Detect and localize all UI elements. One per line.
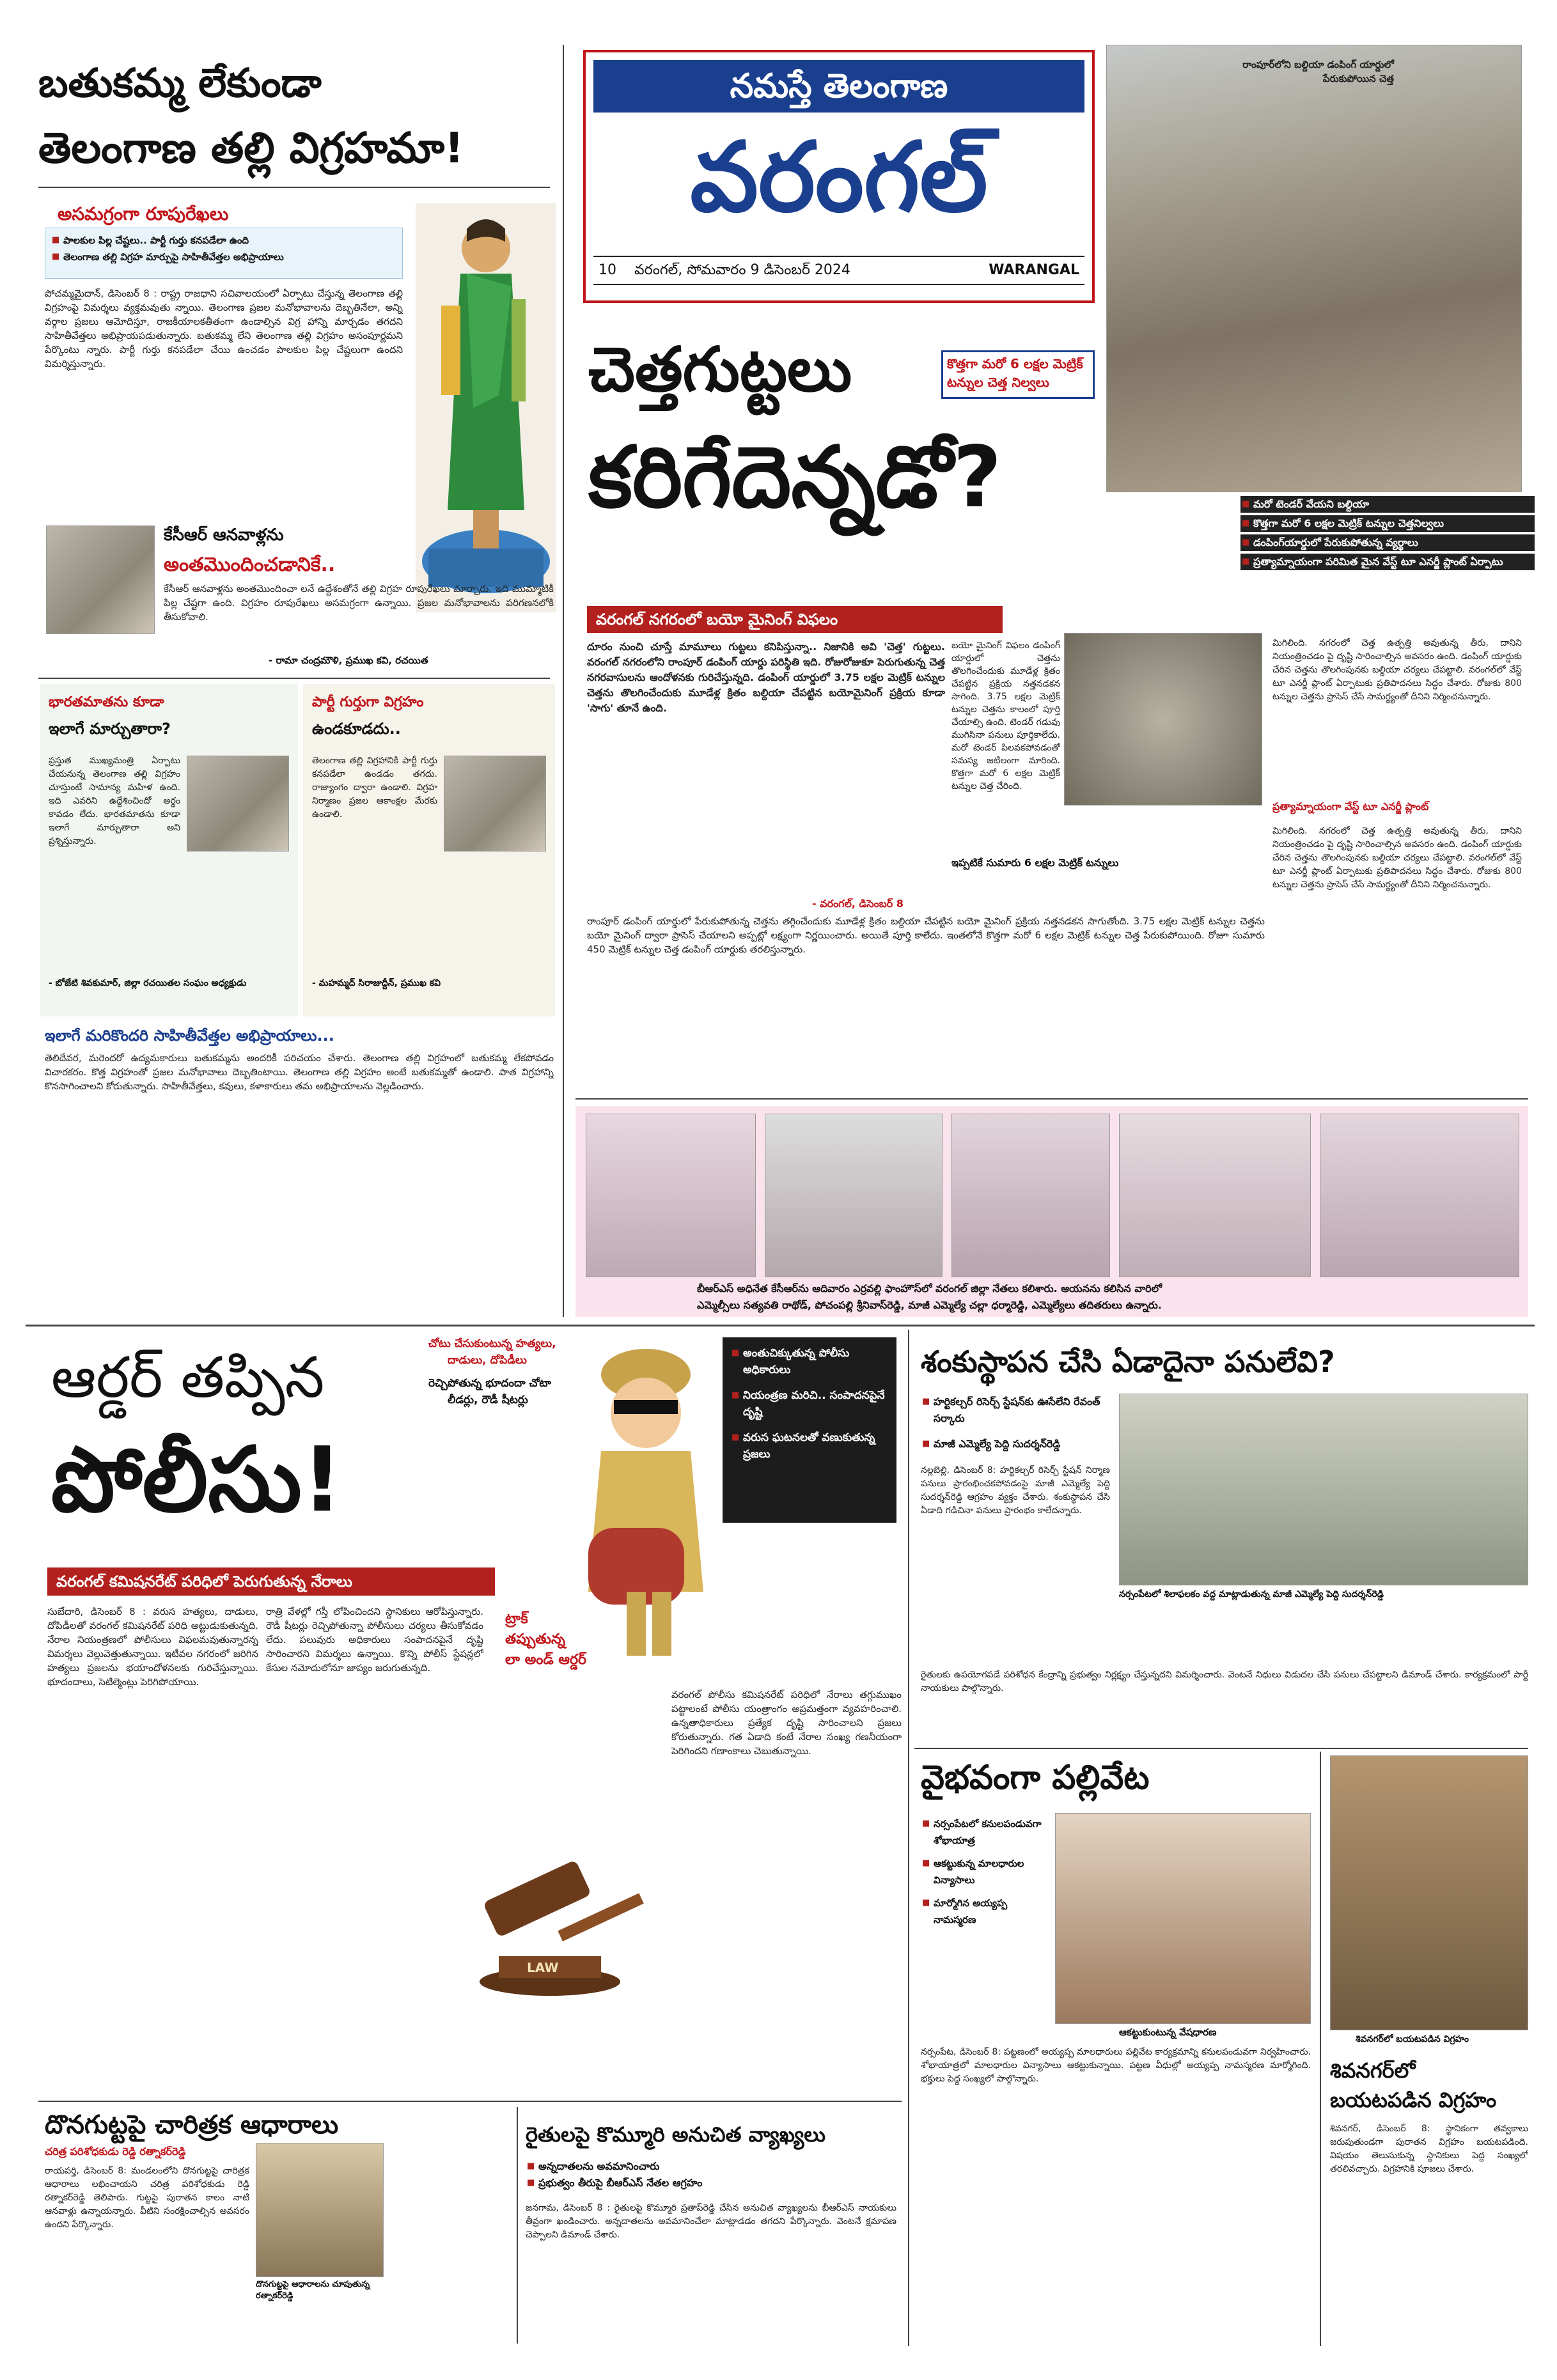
law-gavel-graphic: [460, 1854, 665, 2001]
garbage-strap: వరంగల్ నగరంలో బయో మైనింగ్ విఫలం: [587, 606, 1003, 633]
brs-caption-1: బీఆర్‌ఎస్ అధినేత కేసీఆర్‌ను ఆదివారం ఎర్రవల్లి ఫాంహౌస్‌లో వరంగల్ జిల్లా నేతలు కలిశారు. ఆయనను కలిసిన వారిలో: [697, 1282, 1162, 1295]
police-side-3: లా అండ్ ఆర్డర్: [505, 1652, 587, 1668]
shivanagar-caption: శివనగర్‌లో బయటపడిన విగ్రహం: [1356, 2034, 1469, 2044]
bathukamma-headline-2: తెలంగాణ తల్లి విగ్రహమా!: [38, 123, 464, 173]
farmers-body: జనగామ, డిసెంబర్ 8 : రైతులపై కొమ్మూరి ప్రతాప్‌రెడ్డి చేసిన అనుచిత వ్యాఖ్యలను బీఆర్‌ఎస్ నాయకులు తీవ్రంగా ఖండించారు. అన్నదాతలను అవమానించేలా మాట్లాడడం తగదని పేర్కొన్నారు. వెంటనే క్షమాపణ చెప్పాలని డిమాండ్ చేశారు.: [526, 2203, 896, 2240]
police-kicker-red-1: చోటు చేసుకుంటున్న హత్యలు,: [428, 1337, 556, 1350]
foundation-headline: శంకుస్థాపన చేసి ఏడాదైనా పనులేవి?: [921, 1344, 1335, 1379]
police-side-1: ట్రాక్: [505, 1611, 528, 1627]
bullet: ■ అన్నదాతలను అవమానించారు: [526, 2158, 896, 2175]
bathukamma-body-2: కేసీఆర్ ఆనవాళ్లను అంతమొందించా లనే ఉద్దేశంతోనే తల్లి విగ్రహ రూపురేఖలు మార్చారు. ఇది ముమ్మాటికీ పిల్ల చేష్టగా ఉంది. విగ్రహం రూపురేఖలు అసమగ్రంగా ఉన్నాయి. ప్రజల మనోభావాలను పరిగణనలోకి తీసుకోవాలి.: [164, 583, 554, 623]
brs-meeting-strip: [575, 1106, 1528, 1317]
police-headline-2: పోలీసు!: [51, 1428, 343, 1532]
dump-yard-caption: రాంపూర్‌లోని బల్దియా డంపింగ్ యార్డులో పేరుకుపోయిన చెత్త: [1242, 59, 1394, 84]
meeting-photo-4: [1119, 1114, 1311, 1277]
meeting-photo-3: [951, 1114, 1110, 1277]
garbage-body-right-2: మిగిలింది. నగరంలో చెత్త ఉత్పత్తి అవుతున్న తీరు, దానిని నియంత్రించడం పై దృష్టి సారించాల్సిన అవసరం ఉంది. డంపింగ్ యార్డుకు చేరిన చెత్తను తొలగింపునకు బల్దియా చర్యలు చేపట్టాలి. వరంగల్‌లో వేస్ట్ టూ ఎనర్జీ ప్లాంట్ ఏర్పాటుకు ప్రతిపాదనలు సిద్ధం చేశారు. రోజుకు 800 టన్నుల చెత్తను ప్రాసెస్ చేసే సామర్థ్యంతో దీనిని నిర్మించనున్నారు.: [1272, 826, 1522, 890]
bullet: ■ హర్టికల్చర్ రిసెర్చ్ స్టేషన్‌కు ఊసేలేని రేవంత్ సర్కారు: [921, 1394, 1113, 1427]
attribution-3: - మహమ్మద్ సిరాజుద్దీన్, ప్రముఖ కవి: [312, 978, 441, 988]
pallivela-bullets: [921, 1816, 1049, 1928]
edition-name: వరంగల్: [690, 121, 988, 233]
bathukamma-headline-1: బతుకమ్మ లేకుండా: [38, 59, 322, 106]
gavel-icon: [460, 1854, 665, 2001]
bullet: ■ మాజీ ఎమ్మెల్యే పెద్ది సుదర్శన్‌రెడ్డి: [921, 1436, 1113, 1452]
shivanagar-headline-2: బయటపడిన విగ్రహం: [1330, 2088, 1497, 2112]
bullet: ■ మార్మోగిన అయ్యప్ప నామస్మరణ: [921, 1895, 1049, 1928]
donagutta-photo: [256, 2143, 384, 2277]
garbage-bullets: [1240, 496, 1535, 570]
police-bullets-box: [723, 1337, 896, 1523]
garbage-body-mid: బయో మైనింగ్ విఫలం డంపింగ్ యార్డులో చెత్తను తొలగించేందుకు మూడేళ్ల క్రితం చేపట్టిన ప్రక్రియ నత్తనడకన సాగింది. 3.75 లక్షల మెట్రిక్ టన్నుల చెత్తను కాలంలో పూర్తి చేయాల్సి ఉంది. టెండర్ గడువు ముగిసినా పనులు పూర్తికాలేదు. మరో టెండర్ పిలవకపోవడంతో సమస్య జటిలంగా మారింది. కొత్తగా మరో 6 లక్షల మెట్రిక్ టన్నుల చెత్త చేరింది.: [951, 641, 1060, 791]
author-photo-1: [46, 525, 155, 634]
garbage-mid-strap: ఇప్పటికే సుమారు 6 లక్షల మెట్రిక్ టన్నులు: [951, 857, 1119, 869]
mother-subhead-1: భారతమాతను కూడా: [49, 694, 164, 710]
bullet: ■ తెలంగాణ తల్లి విగ్రహ మార్పుపై సాహితీవేత్తల అభిప్రాయాలు: [51, 249, 397, 265]
bullet: ■ పాలకుల పిల్ల చేష్టలు.. పార్టీ గుర్తు కనపడేలా ఉంది: [51, 232, 397, 249]
bathukamma-bullets: [45, 228, 403, 279]
edition-en: WARANGAL: [989, 262, 1079, 278]
party-subhead-1: పార్టీ గుర్తుగా విగ్రహం: [312, 694, 424, 710]
paper-name: నమస్తే తెలంగాణ: [593, 60, 1084, 113]
bullet: ■ నియంత్రణ మరిచి.. సంపాదనపైనే దృష్టి: [730, 1387, 889, 1420]
dateline-bar: [593, 256, 1084, 285]
garbage-body-left: రాంపూర్ డంపింగ్ యార్డులో పేరుకుపోతున్న చెత్తను తగ్గించేందుకు మూడేళ్ల క్రితం బల్దియా చేపట్టిన బయో మైనింగ్ ప్రక్రియ నత్తనడకన సాగుతోంది. 3.75 లక్షల మెట్రిక్ టన్నుల చెత్తను బయో మైనింగ్ ద్వారా ప్రాసెస్ చేయాలని అప్పట్లో లక్ష్యంగా నిర్ణయించారు. అయితే పూర్తి కాలేదు. ఇంతలోనే కొత్తగా మరో 6 లక్షల మెట్రిక్ టన్నుల చెత్త పేరుకుపోయింది. రోజూ సుమారు 450 మెట్రిక్ టన్నుల చెత్త డంపింగ్ యార్డుకు తరలిస్తున్నారు.: [587, 915, 1265, 955]
meeting-photo-5: [1320, 1114, 1519, 1277]
police-kicker-black-1: రెచ్చిపోతున్న భూదందా చోటా: [428, 1377, 551, 1390]
bathukamma-body-5: తెలిదేవర, మరెందరో ఉద్యమకారులు బతుకమ్మను అందరికీ పరిచయం చేశారు. తెలంగాణ తల్లి విగ్రహంలో బతుకమ్మ లేకపోవడం విచారకరం. కొత్త విగ్రహంతో ప్రజల మనోభావాలు దెబ్బతింటాయి. తెలంగాణ తల్లి విగ్రహం అంటే బతుకమ్మతో ఉండాలి. పాత విగ్రహాన్ని కొనసాగించాలని కోరుతున్నారు. సాహితీవేత్తలు, కవులు, కళాకారులు తమ అభిప్రాయాలను వెల్లడించారు.: [45, 1052, 554, 1092]
garbage-dateline: - వరంగల్, డిసెంబర్ 8: [812, 898, 904, 910]
police-cartoon: [550, 1336, 723, 1668]
bullet: ■ ఆకట్టుకున్న మాలధారుల విన్యాసాలు: [921, 1855, 1049, 1888]
law-tag: LAW: [527, 1960, 559, 1975]
shivanagar-headline-1: శివనగర్‌లో: [1330, 2058, 1416, 2083]
foundation-photo-caption: నర్సంపేటలో శిలాఫలకం వద్ద మాట్లాడుతున్న మాజీ ఎమ్మెల్యే పెద్ది సుదర్శన్‌రెడ్డి: [1119, 1589, 1384, 1599]
garbage-kicker: కొత్తగా మరో 6 లక్షల మెట్రిక్ టన్నుల చెత్త నిల్వలు: [941, 350, 1095, 399]
donagutta-body: రాయపర్తి, డిసెంబర్ 8: మండలంలోని దొనగుట్టపై చారిత్రక ఆధారాలు లభించాయని చరిత్ర పరిశోధకుడు రెడ్డి రత్నాకర్‌రెడ్డి తెలిపారు. గుట్టపై పురాతన కాలం నాటి ఆనవాళ్లు ఉన్నాయన్నారు. వీటిని సంరక్షించాల్సిన అవసరం ఉందని పేర్కొన్నారు.: [45, 2166, 249, 2230]
farmers-bullets: [526, 2158, 896, 2191]
attribution-2: - బోజేటి శివకుమార్, జిల్లా రచయితల సంఘం అధ్యక్షుడు: [49, 978, 247, 988]
bullet: ■ మరో టెండర్ వేయని బల్దియా: [1240, 496, 1535, 513]
donagutta-kicker: చరిత్ర పరిశోధకుడు రెడ్డి రత్నాకర్‌రెడ్డి: [45, 2145, 186, 2158]
pallivela-body: నర్సంపేట, డిసెంబర్ 8: పట్టణంలో అయ్యప్ప మాలధారులు పల్లివేట కార్యక్రమాన్ని కనులపండువగా నిర్వహించారు. శోభాయాత్రలో మాలధారుల విన్యాసాలు ఆకట్టుకున్నాయి. పట్టణ వీధుల్లో అయ్యప్ప నామస్మరణ మార్మోగింది. భక్తులు పెద్ద సంఖ్యలో పాల్గొన్నారు.: [921, 2047, 1311, 2084]
bullet: ■ ప్రభుత్వం తీరుపై బీఆర్‌ఎస్ నేతల ఆగ్రహం: [526, 2175, 896, 2191]
bullet: ■ నర్సంపేటలో కనులపండువగా శోభాయాత్ర: [921, 1816, 1049, 1849]
garbage-lead: దూరం నుంచి చూస్తే మామూలు గుట్టలు కనిపిస్తున్నా.. నిజానికి అవి 'చెత్త' గుట్టలు. వరంగల్ నగరంలోని రాంపూర్ డంపింగ్ యార్డు పరిస్థితి ఇది. రోజురోజుకూ పెరుగుతున్న చెత్త నగరవాసులను ఆందోళనకు గురిచేస్తున్నది. డంపింగ్ యార్డులో 3.75 లక్షల మెట్రిక్ టన్నుల చెత్తను తొలగించేందుకు మూడేళ్ల క్రితం బల్దియా చేపట్టిన బయోమైనింగ్ ప్రక్రియ కూడా 'సాగు' తూనే ఉంది.: [587, 641, 945, 714]
donagutta-photo-caption: దొనగుట్టపై ఆధారాలను చూపుతున్న రత్నాకర్‌రెడ్డి: [256, 2280, 370, 2301]
bullet: ■ అంతుచిక్కుతున్న పోలీసు అధికారులు: [730, 1345, 889, 1378]
mother-subhead-2: ఇలాగే మార్చుతారా?: [49, 720, 171, 738]
shivanagar-photo: [1330, 1755, 1528, 2030]
shivanagar-body: శివనగర్, డిసెంబర్ 8: స్థానికంగా తవ్వకాలు జరుపుతుండగా పురాతన విగ్రహం బయటపడింది. విషయం తెలుసుకున్న స్థానికులు పెద్ద సంఖ్యలో తరలివచ్చారు. విగ్రహానికి పూజలు చేశారు.: [1330, 2124, 1528, 2174]
foundation-photo: [1119, 1394, 1528, 1585]
brs-caption-2: ఎమ్మెల్సీలు సత్యవతి రాథోడ్, పోచంపల్లి శ్రీనివాస్‌రెడ్డి, మాజీ ఎమ్మెల్యే చల్లా ధర్మారెడ్డి, ఎమ్మెల్యేలు తదితరులు ఉన్నారు.: [697, 1299, 1162, 1311]
meeting-photo-2: [765, 1114, 943, 1277]
pallivela-photo: [1055, 1813, 1311, 2024]
foundation-body-2: రైతులకు ఉపయోగపడే పరిశోధన కేంద్రాన్ని ప్రభుత్వం నిర్లక్ష్యం చేస్తున్నదని విమర్శించారు. వెంటనే నిధులు విడుదల చేసి పనులు చేపట్టాలని డిమాండ్ చేశారు. కార్యక్రమంలో పార్టీ నాయకులు పాల్గొన్నారు.: [921, 1670, 1528, 1693]
foundation-body-1: నల్లబెల్లి, డిసెంబర్ 8: హర్టికల్చర్ రిసెర్చ్ స్టేషన్ నిర్మాణ పనులు ప్రారంభించకపోవడంపై మాజీ ఎమ్మెల్యే పెద్ది సుదర్శన్‌రెడ్డి ఆగ్రహం వ్యక్తం చేశారు. శంకుస్థాపన చేసి ఏడాది గడిచినా పనులు ప్రారంభం కాలేదన్నారు.: [921, 1465, 1110, 1516]
police-headline-1: ఆర్డర్ తప్పిన: [51, 1344, 325, 1410]
garbage-body-right: మిగిలింది. నగరంలో చెత్త ఉత్పత్తి అవుతున్న తీరు, దానిని నియంత్రించడం పై దృష్టి సారించాల్సిన అవసరం ఉంది. డంపింగ్ యార్డుకు చేరిన చెత్తను తొలగింపునకు బల్దియా చర్యలు చేపట్టాలి. వరంగల్‌లో వేస్ట్ టూ ఎనర్జీ ప్లాంట్ ఏర్పాటుకు ప్రతిపాదనలు సిద్ధం చేశారు. రోజుకు 800 టన్నుల చెత్తను ప్రాసెస్ చేసే సామర్థ్యంతో దీనిని నిర్మించనున్నారు.: [1272, 638, 1522, 702]
police-body-2: రాత్రి వేళల్లో గస్తీ లోపించిందని స్థానికులు ఆరోపిస్తున్నారు. రౌడీ షీటర్లు రెచ్చిపోతున్నా పోలీసులు చర్యలు తీసుకోవడం లేదు. పలువురు అధికారులు సంపాదనపైనే దృష్టి సారించారని విమర్శలు ఉన్నాయి. కొన్ని పోలీస్ స్టేషన్లలో కేసుల నమోదులోనూ జాప్యం జరుగుతున్నది.: [266, 1606, 483, 1674]
police-side-2: తప్పుతున్న: [505, 1631, 565, 1647]
bullet: ■ వరుస ఘటనలతో వణుకుతున్న ప్రజలు: [730, 1429, 889, 1463]
pallivela-photo-caption: ఆకట్టుకుంటున్న వేషధారణ: [1119, 2026, 1217, 2038]
garbage-right-strap: ప్రత్యామ్నాయంగా వేస్ట్ టూ ఎనర్జీ ప్లాంట్: [1272, 800, 1429, 813]
bullet: ■ డంపింగ్‌యార్డులో పేరుకుపోతున్న వ్యర్థాలు: [1240, 534, 1535, 551]
bathukamma-subhead: అసమగ్రంగా రూపురేఖలు: [58, 203, 229, 224]
author-photo-2: [187, 756, 289, 852]
mother-body: ప్రస్తుత ముఖ్యమంత్రి ఏర్పాటు చేయనున్న తెలంగాణ తల్లి విగ్రహం చూస్తుంటే సామాన్య మహిళ ఉంది. ఇది ఎవరిని ఉద్దేశించిందో అర్థం కావడం లేదు. భారతమాతను కూడా ఇలాగే మార్చుతారా అని ప్రశ్నిస్తున్నారు.: [49, 756, 180, 846]
opinion-box-party: [303, 684, 555, 1016]
police-kicker-black-2: లీడర్లు, రౌడీ షీటర్లు: [448, 1394, 528, 1406]
foundation-bullets: [921, 1394, 1113, 1452]
party-subhead-2: ఉండకూడదు..: [312, 720, 401, 738]
dateline: వరంగల్, సోమవారం 9 డిసెంబర్ 2024: [634, 262, 850, 278]
garbage-headline-1: చెత్తగుట్టలు: [588, 334, 852, 405]
police-body-3: వరంగల్ పోలీసు కమిషనరేట్ పరిధిలో నేరాలు తగ్గుముఖం పట్టాలంటే పోలీసు యంత్రాంగం అప్రమత్తంగా వ్యవహరించాలి. ఉన్నతాధికారులు ప్రత్యేక దృష్టి సారించాలని ప్రజలు కోరుతున్నారు. గత ఏడాది కంటే నేరాల సంఖ్య గణనీయంగా పెరిగిందని గణాంకాలు చెబుతున్నాయి.: [671, 1689, 902, 1757]
farmers-headline: రైతులపై కొమ్మూరి అనుచిత వ్యాఖ్యలు: [526, 2122, 826, 2147]
masthead: [583, 50, 1095, 303]
meeting-photo-1: [586, 1114, 756, 1277]
others-heading: ఇలాగే మరికొందరి సాహితీవేత్తల అభిప్రాయాలు...: [45, 1027, 334, 1045]
party-body: తెలంగాణ తల్లి విగ్రహానికి పార్టీ గుర్తు కనపడేలా ఉండడం తగదు. రాజ్యాంగం ద్వారా ఉండాలి. విగ్రహ నిర్మాణం ప్రజల ఆకాంక్షల మేరకు ఉండాలి.: [312, 756, 437, 820]
goddess-statue-icon: [416, 203, 556, 612]
pallivela-headline: వైభవంగా పల్లివేట: [921, 1759, 1150, 1797]
policeman-icon: [550, 1336, 723, 1668]
garbage-headline-2: కరిగేదెన్నడో?: [588, 428, 1002, 527]
kcr-subhead-1: కేసీఆర్ ఆనవాళ్లను: [164, 525, 284, 545]
author-photo-3: [444, 756, 546, 852]
attribution-1: - రామా చంద్రమౌళి, ప్రముఖ కవి, రచయిత: [269, 655, 428, 666]
police-strap: వరంగల్ కమిషనరేట్ పరిధిలో పెరుగుతున్న నేరాలు: [47, 1567, 495, 1596]
page-number: 10: [599, 262, 616, 278]
bullet: ■ కొత్తగా మరో 6 లక్షల మెట్రిక్ టన్నుల చెత్తనిల్వలు: [1240, 515, 1535, 532]
dump-yard-photo: [1106, 45, 1522, 492]
donagutta-headline: దొనగుట్టపై చారిత్రక ఆధారాలు: [45, 2110, 339, 2140]
bathukamma-body-1: పోచమ్మమైదాన్, డిసెంబర్ 8 : రాష్ట్ర రాజధాని సచివాలయంలో ఏర్పాటు చేస్తున్న తెలంగాణ తల్లి విగ్రహంపై విమర్శలు వ్యక్తమవుతు న్నాయి. తెలంగాణ ప్రజల మనోభావాలను దెబ్బతినేలా, అన్ని వర్గాల ప్రజలు ఆమోదిస్తూ, రాజకీయాలకతీతంగా ఉండాల్సిన విగ్ర హాన్ని మార్చడం తగదని సాహితీవేత్తలు అభిప్రాయపడుతున్నారు. బతుకమ్మ లేని తెలంగాణ తల్లి విగ్రహం అసంపూర్ణమని పేర్కొంటు న్నారు. పార్టీ గుర్తు కనపడేలా చేయి ఉంచడం పాలకుల పిల్ల చేష్టలుగా ఉందని విమర్శిస్తున్నారు.: [45, 288, 403, 369]
bullet: ■ ప్రత్యామ్నాయంగా పరిమిత మైన వేస్ట్ టూ ఎనర్జీ ప్లాంట్ ఏర్పాటు: [1240, 554, 1535, 570]
police-body-1: సుబేదారి, డిసెంబర్ 8 : వరుస హత్యలు, దాడులు, దోపిడీలతో వరంగల్ కమిషనరేట్ పరిధి అట్టుడుకుతున్నది. నేరాల నియంత్రణలో పోలీసులు విఫలమవుతున్నారన్న విమర్శలు వెల్లువెత్తుతున్నాయి. ఇటీవల నగరంలో జరిగిన హత్యలు ప్రజలను భయాందోళనలకు గురిచేస్తున్నాయి. భూదందాలు, సెటిల్మెంట్లు పెరిగిపోయాయి.: [47, 1606, 258, 1688]
opinion-box-mother: [40, 684, 298, 1016]
waste-photo: [1064, 633, 1262, 805]
telangana-talli-illustration: [416, 203, 556, 612]
kcr-subhead-2: అంతమొందించడానికే..: [164, 554, 336, 576]
police-kicker-red-2: దాడులు, దోపిడీలు: [448, 1354, 527, 1367]
